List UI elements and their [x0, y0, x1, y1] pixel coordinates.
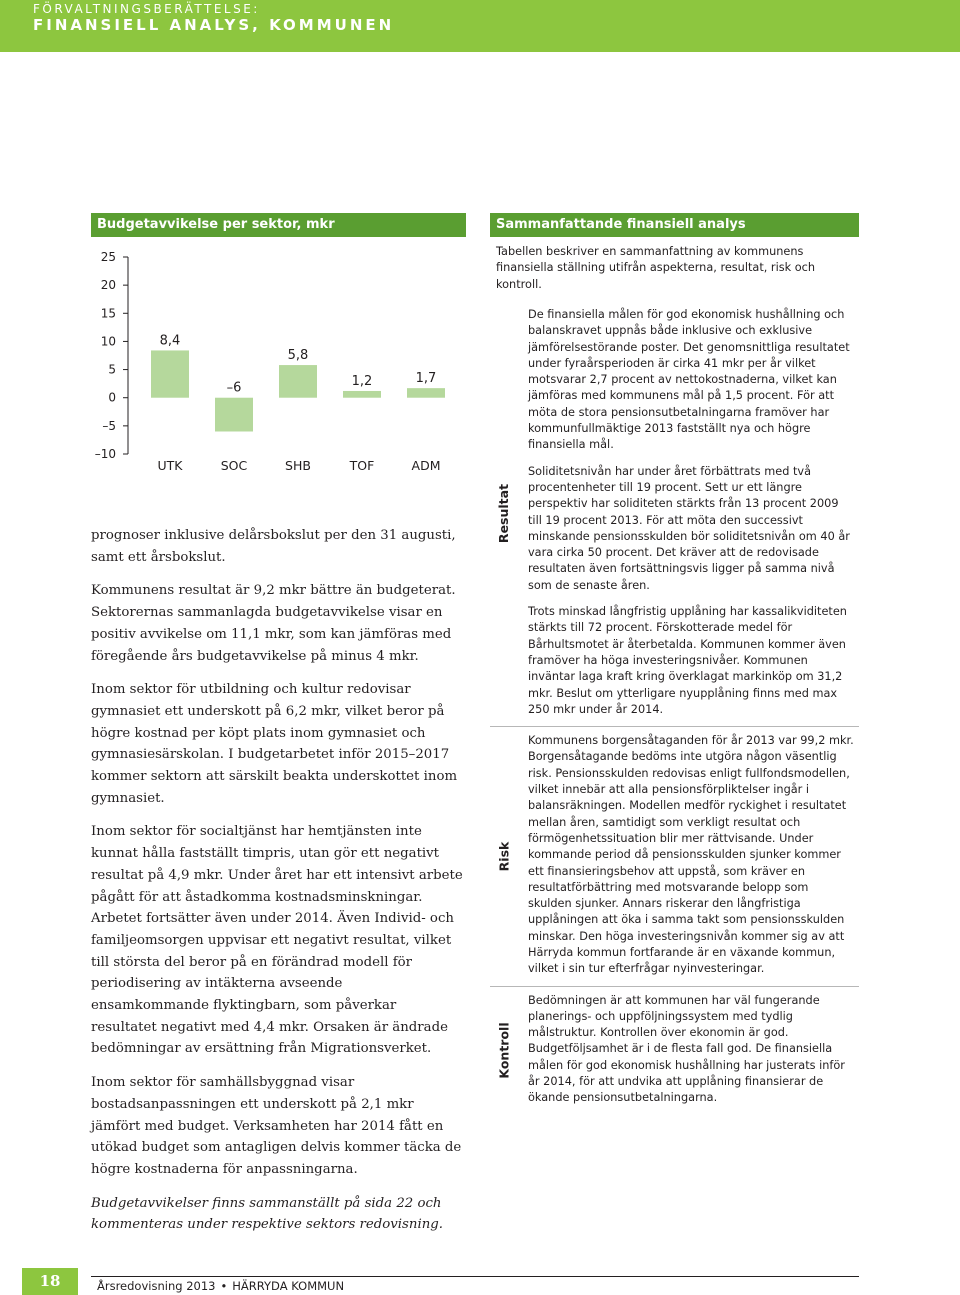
resultat-paragraph-2: Soliditetsnivån har under året förbättrats med två procentenheter till 19 procent. Sett ur ett längre perspektiv har soliditeten stärkts från 13 procent 2009 till 19 procent 2013. För att möta den successivt minskande pensionsskulden bör soliditetsnivån om 40 år vara cirka 50 procent. Det kräver att de redovisade resultaten även fortsättningsvis ligger på samma nivå som de senaste åren. [528, 464, 850, 592]
y-tick-label: 25 [100, 250, 116, 264]
footer-municipality: HÄRRYDA KOMMUN [232, 1279, 345, 1293]
y-tick-label: –5 [102, 418, 116, 433]
header-kicker: FÖRVALTNINGSBERÄTTELSE: [33, 2, 260, 16]
risk-paragraph-1: Kommunens borgensåtaganden för år 2013 var 99,2 mkr. Borgensåtagande bedöms inte utgöra någon väsentlig risk. Pensionsskulden redovisas enligt fullfondsmodellen, vilket innebär att alla pensionsförpliktelser ingår i balansräkningen. Modellen medför ryckighet i resultatet mellan åren, samtidigt som verkligt resultat och förmögenhetssituation blir mer rättvisande. Under kommande period då pensionsskulden sjunker kommer ett finansieringsbehov att uppstå, som kräver en resultatförbättring med motsvarande belopp som skulden sjunker. Annars riskerar den långfristiga upplåningen att öka i samma takt som pensionsskulden minskar. Den höga investeringsnivån kommer sig av att Härryda kommun fortfarande är en växande kommun, vilket i sin tur efterfrågar nyinvesteringar. [528, 734, 854, 976]
chart-heading: Budgetavvikelse per sektor, mkr [91, 213, 466, 237]
category-label-utk: UTK [157, 458, 183, 473]
kontroll-paragraph-1: Bedömningen är att kommunen har väl fungerande planerings- och uppföljningssystem med tydlig målstruktur. Kontrollen över ekonomin är god. Budgetföljsamhet är i de flesta fall god. De finansiella målen för god ekonomisk hushållning har justerats inför år 2014, för att undvika att upplåning finansierar de ökande pensionsutbetalningarna. [528, 993, 845, 1105]
y-tick-label: 5 [108, 362, 116, 377]
body-paragraph-5: Inom sektor för samhällsbyggnad visar bostadsanpassningen ett underskott på 2,1 mkr jämfört med budget. Verksamheten har 2014 fått en utökad budget som antagligen delvis kommer täcka de högre kostnaderna för anpassningarna. [91, 1075, 462, 1177]
header-bar [0, 0, 960, 52]
budget-deviation-chart [88, 242, 468, 478]
y-tick-label: –10 [94, 447, 116, 461]
row-label-kontroll: Kontroll [496, 1022, 512, 1079]
body-paragraph-4: Inom sektor för socialtjänst har hemtjänsten inte kunnat hålla fastställt timpris, utan gör ett negativt resultat på 4,9 mkr. Under året har ett intensivt arbete pågått för att åstadkomma kostnadsminskningar. Arbetet fortsätter även under 2014. Även Individ- och familjeomsorgen uppvisar ett negativt resultat, vilket till största del beror på en förändrad modell för periodisering av intäkterna avseende ensamkommande flyktingbarn, som påverkar resultatet negativt med 4,4 mkr. Orsaken är ändrade bedömningar av ersättning från Migrationsverket. [91, 824, 463, 1057]
header-title: FINANSIELL ANALYS, KOMMUNEN [33, 16, 395, 34]
data-label-utk: 8,4 [159, 333, 181, 349]
row-body-risk [518, 727, 859, 985]
summary-row-resultat [490, 301, 859, 727]
row-label-risk: Risk [496, 841, 512, 872]
body-paragraph-2b: Sektorernas sammanlagda budgetavvikelse visar en positiv avvikelse om 11,1 mkr, som kan jämföras med föregående års budgetavvikelse på minus 4 mkr. [91, 605, 452, 664]
resultat-paragraph-1: De finansiella målen för god ekonomisk hushållning och balanskravet uppnås både inklusive och exklusive jämförelsestörande poster. Det genomsnittliga resultatet under fyraårsperioden är cirka 41 mkr per år vilket motsvarar 2,7 procent av nettokostnaderna, vilket kan jämföras med kommunens mål på 1,5 procent. För att möta de stora pensionsutbetalningarna framöver har kommunfullmäktige 2013 fastställt nya och högre finansiella mål. [528, 308, 850, 452]
body-paragraph-2a: Kommunens resultat är 9,2 mkr bättre än budgeterat. [91, 583, 456, 599]
row-body-kontroll [518, 987, 859, 1115]
row-label-cell [490, 987, 518, 1115]
data-label-soc: –6 [226, 380, 242, 396]
footer-publication: Årsredovisning 2013 [97, 1279, 216, 1293]
bar-adm [407, 388, 445, 398]
summary-row-risk [490, 727, 859, 986]
y-tick-label: 0 [108, 390, 116, 405]
footer-rule [91, 1276, 859, 1277]
footer-text [97, 1279, 344, 1293]
row-body-resultat [518, 301, 859, 726]
category-label-shb: SHB [285, 458, 311, 473]
row-label-cell [490, 301, 518, 726]
category-label-tof: TOF [349, 458, 375, 473]
data-label-shb: 5,8 [287, 348, 309, 364]
summary-row-kontroll [490, 987, 859, 1115]
summary-table [490, 301, 859, 1115]
bar-shb [279, 365, 317, 398]
body-paragraph-3: Inom sektor för utbildning och kultur redovisar gymnasiet ett underskott på 6,2 mkr, vilket beror på högre kostnad per köpt plats inom gymnasiet och gymnasiesärskolan. I budgetarbetet inför 2015–2017 kommer sektorn att särskilt beakta underskottet inom gymnasiet. [91, 682, 458, 806]
bar-soc [215, 398, 253, 432]
data-label-adm: 1,7 [415, 371, 437, 387]
data-label-tof: 1,2 [351, 373, 373, 389]
y-tick-label: 10 [100, 334, 116, 349]
footer-bullet: • [220, 1279, 228, 1293]
chart-svg [88, 242, 468, 478]
summary-heading: Sammanfattande finansiell analys [490, 213, 859, 237]
summary-intro: Tabellen beskriver en sammanfattning av kommunens finansiella ställning utifrån aspekterna, resultat, risk och kontroll. [496, 245, 816, 291]
body-text [91, 525, 463, 1248]
row-label-resultat: Resultat [496, 484, 512, 544]
category-label-soc: SOC [220, 458, 248, 473]
body-note: Budgetavvikelser finns sammanställt på sida 22 och kommenteras under respektive sektors redovisning. [91, 1195, 443, 1233]
y-tick-label: 15 [100, 306, 116, 321]
body-paragraph-1: prognoser inklusive delårsbokslut per den 31 augusti, samt ett årsbokslut. [91, 528, 456, 565]
row-label-cell [490, 727, 518, 985]
page-number: 18 [22, 1268, 78, 1295]
resultat-paragraph-3: Trots minskad långfristig upplåning har kassalikviditeten stärkts till 72 procent. Förskotterade medel för Bårhultsmotet är återbetalda. Kommunen kommer även framöver ha höga investeringsnivåer. Kommunen inväntar laga kraft kring överklagat markinköp om 31,2 mkr. Beslut om ytterligare nyupplåning finns med max 250 mkr under år 2014. [528, 605, 847, 716]
category-label-adm: ADM [411, 458, 441, 473]
y-tick-label: 20 [100, 278, 116, 293]
bar-tof [343, 391, 381, 398]
bar-utk [151, 350, 189, 397]
